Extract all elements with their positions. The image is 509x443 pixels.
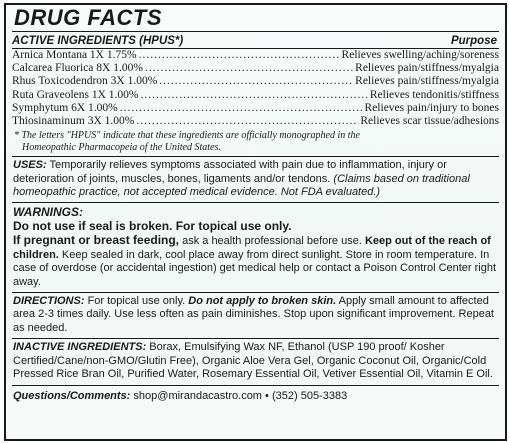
- active-ingredients-label: ACTIVE INGREDIENTS (HPUS*): [12, 35, 184, 47]
- contact-label: Questions/Comments:: [13, 389, 131, 402]
- dot-leader: [139, 49, 340, 62]
- ingredient-purpose: Relieves tendonitis/stiffness: [369, 88, 499, 101]
- ingredient-row: [12, 75, 499, 88]
- dot-leader: [120, 102, 363, 115]
- ingredient-purpose: Relieves pain/stiffness/myalgia: [355, 62, 499, 75]
- hpus-footnote-line1: * The letters "HPUS" indicate that these ingredients are officially monographed in the: [14, 130, 360, 142]
- warnings-seal-line: Do not use if seal is broken. For topical use only.: [13, 219, 292, 234]
- ingredient-row: [12, 115, 499, 128]
- warnings-pregnant: If pregnant or breast feeding,: [13, 233, 180, 248]
- ingredient-row: [12, 62, 499, 75]
- inactive-text: Borax, Emulsifying Wax NF, Ethanol (USP 190 proof/ Kosher Certified/Cane/non-GMO/Glutin Free), Organic Aloe Vera Gel, Organic Coconut Oil, Organic/Cold Pressed Rice Bran Oil, Purified Water, Rosemary Essential Oil, Vetiver Essential Oil, Vitamin E Oil.: [13, 341, 493, 381]
- purpose-header: Purpose: [450, 35, 497, 47]
- ingredient-name: Symphytum 6X 1.00%: [12, 101, 118, 114]
- warnings-rest: Keep sealed in dark, cool place away from direct sunlight. Store in room temperature. In case of overdose (or accidental ingestion) get medical help or contact a Poison Control Center right away.: [13, 248, 497, 288]
- warnings-section: [12, 202, 499, 292]
- uses-section: [12, 156, 499, 202]
- ingredient-purpose: Relieves pain/stiffness/myalgia: [355, 75, 499, 88]
- page-title: DRUG FACTS: [12, 5, 499, 32]
- hpus-footnote-line2: Homeopathic Pharmacopeia of the United States.: [22, 141, 221, 153]
- ingredient-purpose: Relieves scar tissue/adhesions: [360, 115, 499, 128]
- ingredient-row: [12, 89, 499, 102]
- directions-text1: For topical use only.: [87, 295, 186, 308]
- directions-text2: Apply small amount to affected area 2-3 times daily. Use less often as pain diminishes. Stop upon significant improvement. Repeat as needed.: [13, 295, 494, 334]
- active-ingredients-list: [12, 49, 499, 128]
- directions-label: DIRECTIONS:: [13, 295, 85, 308]
- ingredient-name: Arnica Montana 1X 1.75%: [12, 49, 137, 61]
- contact-phone: (352) 505-3383: [271, 389, 348, 402]
- inactive-ingredients-section: [12, 338, 499, 384]
- inactive-label: INACTIVE INGREDIENTS:: [13, 341, 147, 354]
- hpus-footnote: [12, 130, 499, 156]
- directions-section: [12, 292, 499, 338]
- dot-leader: [136, 115, 358, 128]
- uses-claim: (Claims based on traditional homeopathic practice, not accepted medical evidence. Not FDA evaluated.): [13, 172, 470, 199]
- active-ingredients-header: [12, 34, 499, 49]
- directions-bold: Do not apply to broken skin.: [188, 295, 337, 308]
- ingredient-row: [12, 49, 499, 62]
- dot-leader: [145, 62, 353, 75]
- warnings-label: WARNINGS:: [13, 205, 83, 220]
- drug-facts-panel: [4, 3, 507, 441]
- uses-label: USES:: [13, 159, 47, 172]
- ingredient-row: [12, 102, 499, 115]
- warnings-keep-out: Keep out of the reach of children.: [13, 235, 491, 261]
- ingredient-purpose: Relieves swelling/aching/soreness: [341, 49, 499, 61]
- ingredient-name: Calcarea Fluorica 8X 1.00%: [12, 62, 143, 75]
- ingredient-name: Rhus Toxicodendron 3X 1.00%: [12, 75, 158, 88]
- ingredient-name: Ruta Graveolens 1X 1.00%: [12, 88, 139, 101]
- warnings-ask: ask a health professional before use.: [182, 235, 362, 248]
- contact-separator: •: [265, 389, 269, 402]
- contact-section: [12, 385, 499, 406]
- contact-email: shop@mirandacastro.com: [133, 389, 262, 402]
- uses-text: Temporarily relieves symptoms associated with pain due to inflammation, injury or deterioration of joints, muscles, bones, ligaments and/or tendons.: [13, 159, 447, 185]
- ingredient-purpose: Relieves pain/injury to bones: [364, 101, 499, 114]
- dot-leader: [159, 75, 353, 88]
- dot-leader: [140, 89, 367, 102]
- ingredient-name: Thiosinaminum 3X 1.00%: [12, 115, 135, 128]
